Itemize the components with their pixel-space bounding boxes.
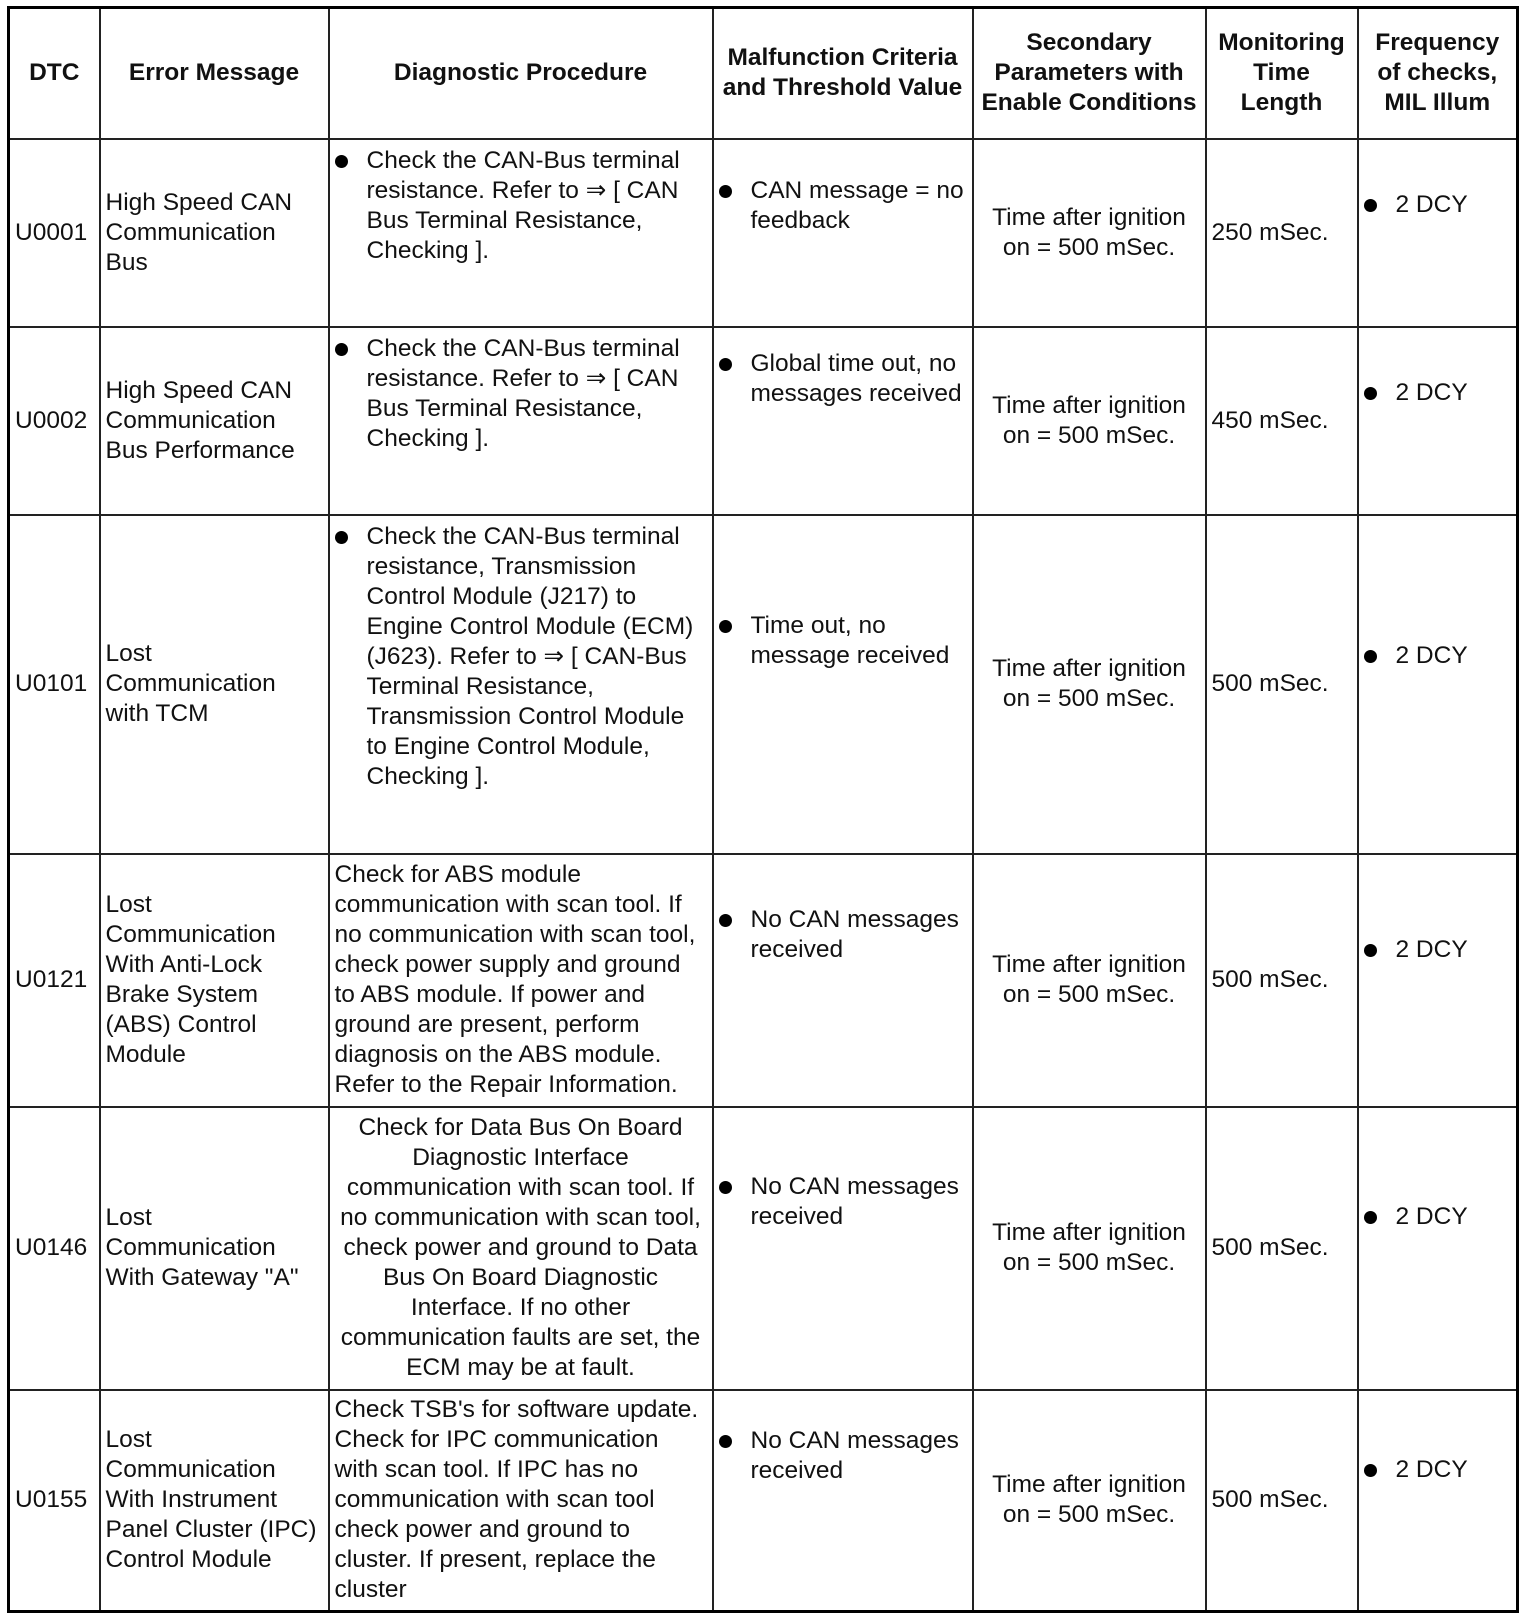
frequency-text: 2 DCY	[1395, 935, 1468, 963]
frequency	[1358, 1390, 1518, 1612]
dtc-code: U0155	[9, 1390, 100, 1612]
header-diagnostic-procedure: Diagnostic Procedure	[329, 8, 713, 139]
bullet-icon	[1364, 650, 1377, 663]
header-dtc: DTC	[9, 8, 100, 139]
bullet-icon	[719, 620, 732, 633]
header-monitoring-time: Monitoring Time Length	[1206, 8, 1358, 139]
bullet-icon	[1364, 1464, 1377, 1477]
bullet-icon	[1364, 1211, 1377, 1224]
frequency	[1358, 515, 1518, 854]
malfunction-criteria	[713, 1107, 973, 1390]
diagnostic-procedure: Check for ABS module communication with scan tool. If no communication with scan tool, check power supply and ground to ABS module. If power and ground are present, perform diagnosis on the ABS module. Refer to the Repair Information.	[329, 854, 713, 1107]
dtc-code: U0101	[9, 515, 100, 854]
table-row	[9, 1107, 1518, 1390]
malfunction-criteria	[713, 515, 973, 854]
error-message: Lost Communication With Instrument Panel Cluster (IPC) Control Module	[100, 1390, 329, 1612]
secondary-parameters: Time after ignition on = 500 mSec.	[973, 515, 1206, 854]
malfunction-criteria	[713, 139, 973, 327]
diagnostic-procedure: Check for Data Bus On Board Diagnostic Interface communication with scan tool. If no communication with scan tool, check power and ground to Data Bus On Board Diagnostic Interface. If no other communication faults are set, the ECM may be at fault.	[329, 1107, 713, 1390]
error-message: Lost Communication with TCM	[100, 515, 329, 854]
procedure-text: Check the CAN-Bus terminal resistance. Refer to ⇒ [ CAN Bus Terminal Resistance, Checking ].	[366, 334, 680, 452]
criteria-text: CAN message = no feedback	[750, 176, 964, 234]
criteria-text: No CAN messages received	[750, 1426, 959, 1484]
bullet-icon	[719, 1181, 732, 1194]
dtc-code: U0121	[9, 854, 100, 1107]
bullet-icon	[719, 914, 732, 927]
secondary-parameters: Time after ignition on = 500 mSec.	[973, 1390, 1206, 1612]
secondary-parameters: Time after ignition on = 500 mSec.	[973, 854, 1206, 1107]
frequency-text: 2 DCY	[1395, 190, 1468, 218]
monitoring-time: 500 mSec.	[1206, 1390, 1358, 1612]
dtc-code: U0146	[9, 1107, 100, 1390]
diagnostic-procedure	[329, 327, 713, 515]
dtc-code: U0001	[9, 139, 100, 327]
header-error-message: Error Message	[100, 8, 329, 139]
malfunction-criteria	[713, 327, 973, 515]
bullet-icon	[719, 185, 732, 198]
error-message: High Speed CAN Communication Bus Performance	[100, 327, 329, 515]
diagnostic-procedure	[329, 139, 713, 327]
bullet-icon	[719, 358, 732, 371]
frequency	[1358, 327, 1518, 515]
criteria-text: Time out, no message received	[750, 611, 950, 669]
bullet-icon	[335, 343, 348, 356]
procedure-text: Check the CAN-Bus terminal resistance. Refer to ⇒ [ CAN Bus Terminal Resistance, Checking ].	[366, 146, 680, 264]
diagnostic-procedure: Check TSB's for software update. Check for IPC communication with scan tool. If IPC has no communication with scan tool check power and ground to cluster. If present, replace the cluster	[329, 1390, 713, 1612]
malfunction-criteria	[713, 1390, 973, 1612]
secondary-parameters: Time after ignition on = 500 mSec.	[973, 139, 1206, 327]
criteria-text: Global time out, no messages received	[750, 349, 962, 407]
header-row	[9, 8, 1518, 139]
table-row	[9, 854, 1518, 1107]
diagnostic-procedure	[329, 515, 713, 854]
table-row	[9, 1390, 1518, 1612]
criteria-text: No CAN messages received	[750, 1172, 959, 1230]
frequency-text: 2 DCY	[1395, 1202, 1468, 1230]
frequency-text: 2 DCY	[1395, 1455, 1468, 1483]
secondary-parameters: Time after ignition on = 500 mSec.	[973, 327, 1206, 515]
error-message: Lost Communication With Gateway "A"	[100, 1107, 329, 1390]
monitoring-time: 500 mSec.	[1206, 515, 1358, 854]
error-message: Lost Communication With Anti-Lock Brake System (ABS) Control Module	[100, 854, 329, 1107]
header-malfunction-criteria: Malfunction Criteria and Threshold Value	[713, 8, 973, 139]
table-row	[9, 139, 1518, 327]
criteria-text: No CAN messages received	[750, 905, 959, 963]
monitoring-time: 250 mSec.	[1206, 139, 1358, 327]
dtc-table	[7, 6, 1519, 1613]
bullet-icon	[1364, 944, 1377, 957]
malfunction-criteria	[713, 854, 973, 1107]
frequency	[1358, 139, 1518, 327]
bullet-icon	[719, 1435, 732, 1448]
dtc-code: U0002	[9, 327, 100, 515]
bullet-icon	[335, 531, 348, 544]
secondary-parameters: Time after ignition on = 500 mSec.	[973, 1107, 1206, 1390]
frequency-text: 2 DCY	[1395, 378, 1468, 406]
header-frequency: Frequency of checks, MIL Illum	[1358, 8, 1518, 139]
header-secondary-parameters: Secondary Parameters with Enable Conditions	[973, 8, 1206, 139]
bullet-icon	[1364, 387, 1377, 400]
monitoring-time: 500 mSec.	[1206, 1107, 1358, 1390]
frequency-text: 2 DCY	[1395, 641, 1468, 669]
procedure-text: Check the CAN-Bus terminal resistance, Transmission Control Module (J217) to Engine Control Module (ECM) (J623). Refer to ⇒ [ CAN-Bus Terminal Resistance, Transmission Control Module to Engine Control Module, Checking ].	[366, 522, 694, 790]
frequency	[1358, 854, 1518, 1107]
bullet-icon	[1364, 199, 1377, 212]
bullet-icon	[335, 155, 348, 168]
error-message: High Speed CAN Communication Bus	[100, 139, 329, 327]
table-row	[9, 515, 1518, 854]
frequency	[1358, 1107, 1518, 1390]
monitoring-time: 450 mSec.	[1206, 327, 1358, 515]
table-row	[9, 327, 1518, 515]
monitoring-time: 500 mSec.	[1206, 854, 1358, 1107]
